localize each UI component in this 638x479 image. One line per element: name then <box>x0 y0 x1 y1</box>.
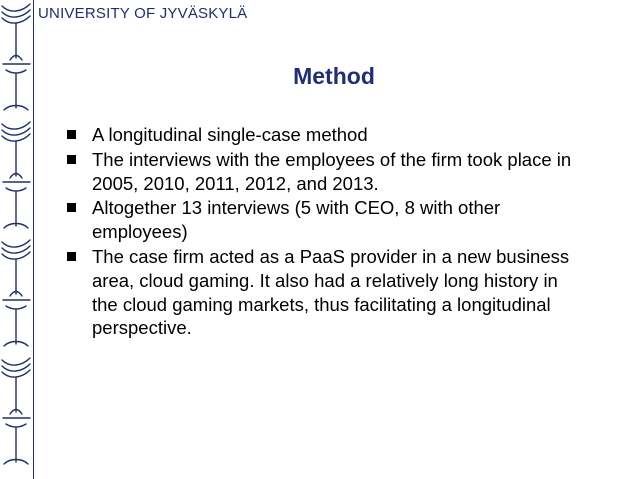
bullet-text: The case firm acted as a PaaS provider in a new business area, cloud gaming. It also had a relatively long history in the cloud gaming markets, thus facilitating a longitudinal perspective. <box>92 245 570 339</box>
square-bullet-icon <box>67 155 76 164</box>
square-bullet-icon <box>67 252 76 261</box>
square-bullet-icon <box>67 130 76 139</box>
bullet-text: A longitudinal single-case method <box>92 124 368 145</box>
square-bullet-icon <box>67 203 76 212</box>
slide-title: Method <box>293 63 375 89</box>
bullet-item <box>62 245 587 340</box>
bullet-text: Altogether 13 interviews (5 with CEO, 8 with other employees) <box>92 197 501 243</box>
bullet-item <box>62 148 587 196</box>
university-name: UNIVERSITY OF JYVÄSKYLÄ <box>38 5 248 22</box>
side-band <box>0 0 33 479</box>
university-emblem-pattern <box>0 0 33 479</box>
bullet-text: The interviews with the employees of the firm took place in 2005, 2010, 2011, 2012, and 2013. <box>92 148 572 194</box>
bullet-item <box>62 196 587 244</box>
bullet-list <box>62 123 587 341</box>
bullet-item <box>62 123 587 147</box>
